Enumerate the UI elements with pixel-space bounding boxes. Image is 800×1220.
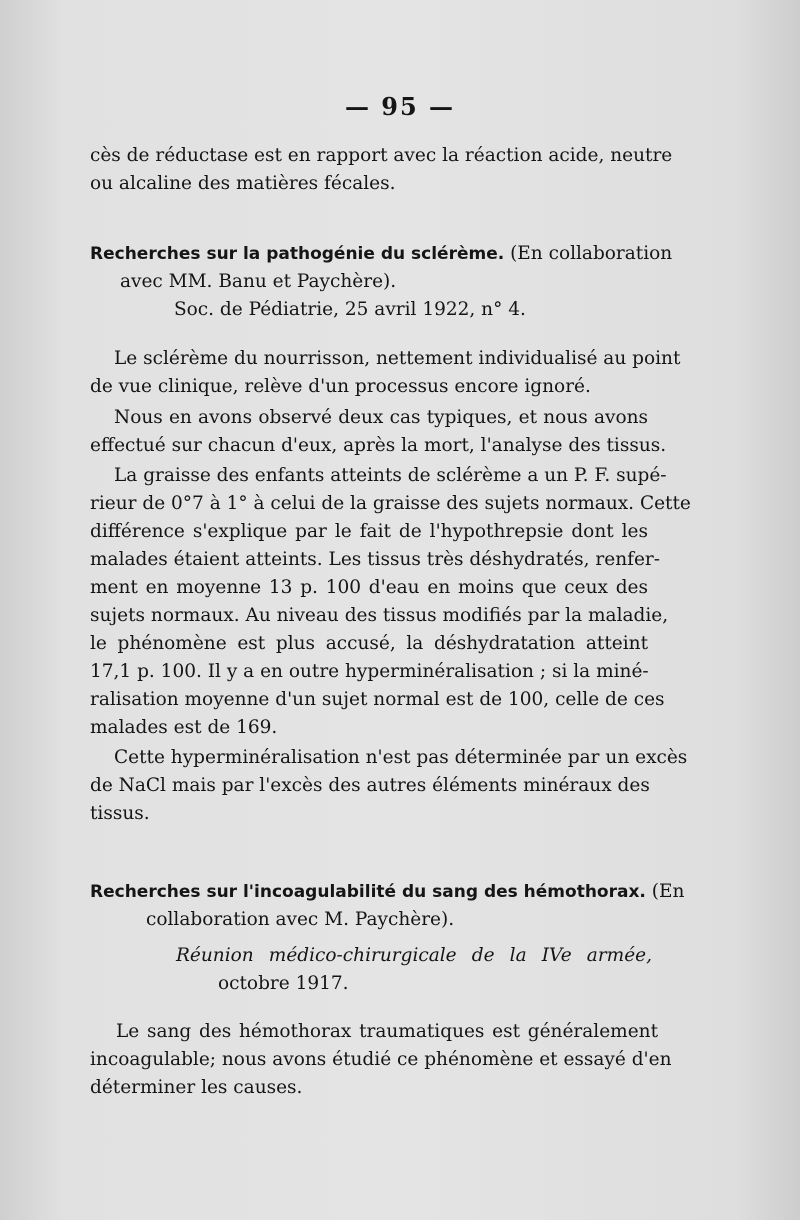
- paragraph-4: Cette hyperminéralisation n'est pas déterminée par un excès de NaCl mais par l'excès des autres éléments minéraux des tissus.: [90, 747, 688, 824]
- section-collaboration: (En: [645, 881, 685, 902]
- page-number: — 95 —: [344, 92, 456, 121]
- section-collaboration: (En collaboration: [504, 243, 673, 264]
- paragraph-1: Le sclérème du nourrisson, nettement individualisé au point de vue clinique, relève d'un processus encore ignoré.: [90, 348, 681, 397]
- section-title: Recherches sur l'incoagulabilité du sang des hémothorax.: [90, 882, 646, 902]
- text-line: ou alcaline des matières fécales.: [90, 173, 396, 194]
- section-title: Recherches sur la pathogénie du sclérème.: [90, 244, 505, 264]
- paragraph-2: Nous en avons observé deux cas typiques, et nous avons effectué sur chacun d'eux, après la mort, l'analyse des tissus.: [90, 407, 667, 456]
- section-heading-sclereme: [90, 240, 673, 296]
- section-source: Soc. de Pédiatrie, 25 avril 1922, n° 4.: [174, 299, 526, 320]
- intro-paragraph: [90, 142, 673, 198]
- text-line: cès de réductase est en rapport avec la réaction acide, neutre: [90, 145, 673, 166]
- section-body-hemothorax: Le sang des hémothorax traumatiques est généralement incoagulable; nous avons étudié ce phénomène et essayé d'en déterminer les causes.: [90, 1021, 672, 1098]
- paragraph-3: La graisse des enfants atteints de sclérème a un P. F. supé- rieur de 0°7 à 1° à celui de la graisse des sujets normaux. Cette différence s'explique par le fait de l'hypothrepsie dont les malades étaient atteints. Les tissus très déshydratés, renfer- ment en moyenne 13 p. 100 d'eau en moins que ceux des sujets normaux. Au niveau des tissus modifiés par la maladie, le phénomène est plus accusé, la déshydratation atteint 17,1 p. 100. Il y a en outre hyperminéralisation ; si la miné- ralisation moyenne d'un sujet normal est de 100, celle de ces malades est de 169.: [90, 465, 691, 738]
- section-source: Réunion médico-chirurgicale de la IVe armée, octobre 1917.: [176, 945, 652, 994]
- section-authors: avec MM. Banu et Paychère).: [120, 271, 397, 292]
- section-authors: collaboration avec M. Paychère).: [146, 909, 455, 930]
- section-body-sclereme: [90, 345, 691, 828]
- section-heading-hemothorax: [90, 878, 685, 934]
